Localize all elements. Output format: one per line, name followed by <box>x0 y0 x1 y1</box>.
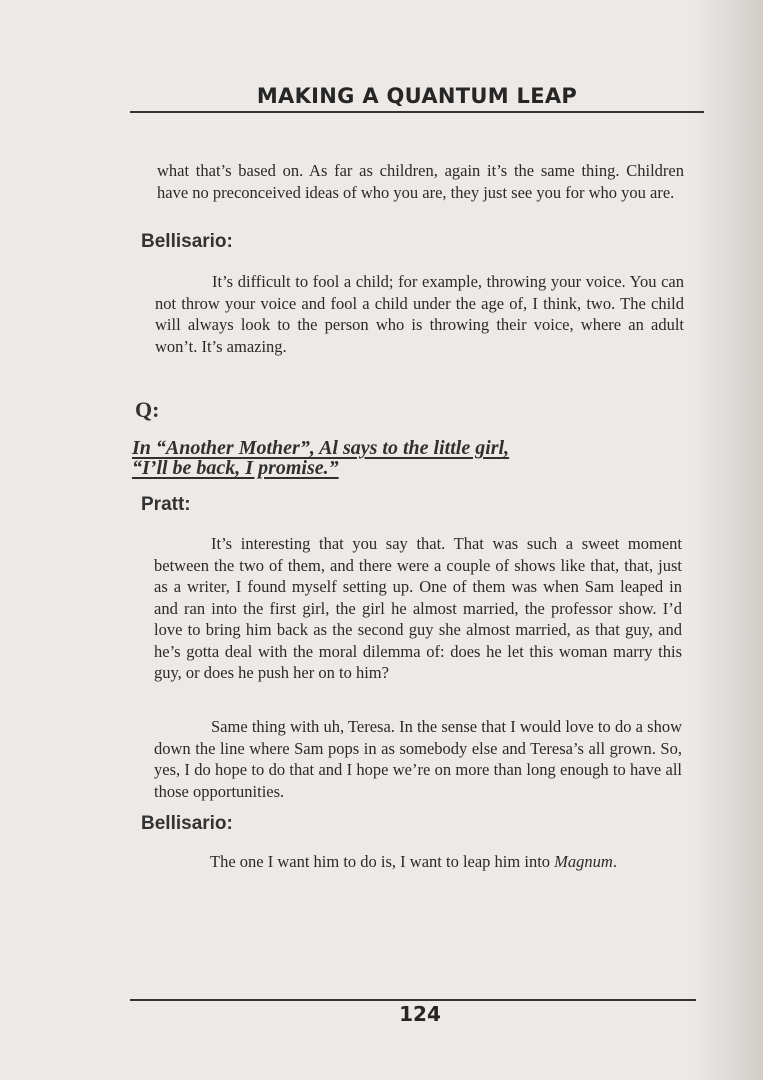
page-number: 124 <box>399 1002 441 1026</box>
footer-rule <box>130 999 696 1001</box>
show-title-magnum: Magnum <box>554 852 613 871</box>
paragraph-continuation: what that’s based on. As far as children, again it’s the same thing. Children have no preconceived ideas of who you are, they just see you for who you are. <box>157 161 684 202</box>
speaker-label-bellisario: Bellisario: <box>141 231 233 252</box>
page-edge-shadow <box>693 0 763 1080</box>
final-text: The one I want him to do is, I want to leap him into <box>210 852 555 871</box>
question-text <box>132 438 692 478</box>
speaker-label-pratt: Pratt: <box>141 494 191 515</box>
paragraph-bellisario-final <box>153 851 683 873</box>
paragraph-bellisario-answer: It’s difficult to fool a child; for example, throwing your voice. You can not throw your voice and fool a child under the age of, I think, two. The child will always look to the person who is throwing their voice, where an adult won’t. It’s amazing. <box>155 272 684 356</box>
question-label: Q: <box>135 397 160 422</box>
final-period: . <box>612 852 617 871</box>
running-header: MAKING A QUANTUM LEAP <box>256 84 578 108</box>
header-rule <box>130 111 704 113</box>
speaker-label-bellisario-2: Bellisario: <box>141 813 233 834</box>
question-line-2: “I’ll be back, I promise.” <box>132 457 339 479</box>
paragraph-pratt-answer-2: Same thing with uh, Teresa. In the sense that I would love to do a show down the line where Sam pops in as somebody else and Teresa’s all grown. So, yes, I do hope to do that and I hope we’re on more than long enough to have all those opportunities. <box>154 717 682 801</box>
paragraph-pratt-answer-1: It’s interesting that you say that. That was such a sweet moment between the two of them, and there were a couple of shows like that, that, just as a writer, I found myself setting up. One of them was when Sam leaped in and ran into the first girl, the girl he almost married, the professor show. I’d love to bring him back as the second guy she almost married, as that guy, and he’s gotta deal with the moral dilemma of: does he let this woman marry this guy, or does he push her on to him? <box>154 534 682 682</box>
question-line-1: In “Another Mother”, Al says to the little girl, <box>132 437 510 459</box>
